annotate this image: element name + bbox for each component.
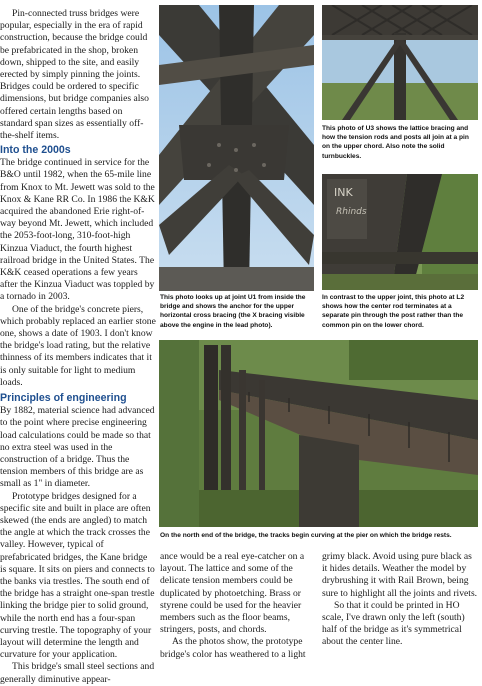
- photo-u1-image: [159, 5, 314, 291]
- paragraph: grimy black. Avoid using pure black as it hides details. Weather the model by drybrushing it with Rail Brown, being sure to highlight all the joints and rivets.: [322, 551, 478, 599]
- photo-joint-u1: [159, 5, 314, 291]
- graffiti-text: Rhinds: [336, 207, 367, 217]
- paragraph: ance would be a real eye-catcher on a layout. The lattice and some of the delicate tension members could be duplicated by photoetching. Brass or styrene could be used for the heavier members such as the floor beams, stringers, posts, and chords.: [160, 551, 305, 636]
- photo-l2-image: [322, 174, 478, 290]
- photo-joint-l2: [322, 174, 478, 290]
- graffiti-text: INK: [334, 186, 353, 199]
- photo-joint-u3: [322, 5, 478, 120]
- paragraph: One of the bridge's concrete piers, which probably replaced an earlier stone one, shows a date of 1903. I don't know the bridge's load rating, but the relative thinness of its members indicates that it is only suitable for light to medium loads.: [0, 303, 156, 388]
- photo-north-end-image: [159, 340, 478, 527]
- photo-north-end: [159, 340, 478, 527]
- caption-north-end: On the north end of the bridge, the tracks begin curving at the pier on which the bridge rests.: [160, 532, 452, 539]
- paragraph: The bridge continued in service for the B&O until 1982, when the 65-mile line from Knox to Mt. Jewett was sold to the Knox & Kane RR Co. In 1986 the K&K acquired the abandoned Erie right-of-way beyond Mt. Jewett, which included the 2053-foot-long, 310-foot-high Kinzua Viaduct, the fourth highest railroad bridge in the United States. The K&K ceased operations a few years after the Kinzua Viaduct was toppled by a tornado in 2003.: [0, 157, 155, 303]
- caption-u1: This photo looks up at joint U1 from inside the bridge and shows the anchor for the upper horizontal cross bracing (the X bracing visible above the engine in the lead photo).: [160, 294, 306, 329]
- paragraph: By 1882, material science had advanced to the point where precise engineering load calculations could be made so that no extra steel was used in the construction of a bridge. Thus the tension members of this bridge are as small as 1" in diameter.: [0, 405, 155, 490]
- section-heading-principles-of-engineering: Principles of engineering: [0, 392, 127, 405]
- paragraph: Pin-connected truss bridges were popular, especially in the era of rapid construction, because the bridge could be prefabricated in the shop, broken down, shipped to the site, and easily erected by simply pinning the joints. Bridges could be ordered to specific dimensions, but bridge companies also offered certain lengths based on standard span sizes as essentially off-the-shelf items.: [0, 8, 149, 142]
- section-heading-into-the-2000s: Into the 2000s: [0, 144, 71, 157]
- right-text-column: [322, 551, 478, 649]
- paragraph: As the photos show, the prototype bridge's color has weathered to a light: [160, 636, 306, 660]
- middle-text-column: [160, 551, 312, 661]
- photo-u3-image: [322, 5, 478, 120]
- caption-u3: This photo of U3 shows the lattice bracing and how the tension rods and posts all join at a pin on the upper chord. Also note the solid turnbuckles.: [322, 125, 469, 160]
- caption-l2: In contrast to the upper joint, this photo at L2 shows how the center rod terminates at a separate pin through the post rather than the common pin on the lower chord.: [322, 294, 465, 329]
- paragraph: Prototype bridges designed for a specific site and built in place are often skewed (the ends are angled) to match the angle at which the track crosses the valley. However, typical of prefabricated bridges, the Kane bridge is square. It sits on piers and connects to the banks via trestles. The south end of the bridge has a straight one-span trestle linking the bridge pier to solid ground, while the north end has a four-span curving trestle. The topography of your layout will determine the length and curvature for your application.: [0, 490, 155, 661]
- left-text-column: [0, 8, 156, 686]
- paragraph: So that it could be printed in HO scale, I've drawn only the left (south) half of the bridge as it's symmetrical about the center line.: [322, 599, 465, 648]
- paragraph: This bridge's small steel sections and generally diminutive appear-: [0, 661, 155, 685]
